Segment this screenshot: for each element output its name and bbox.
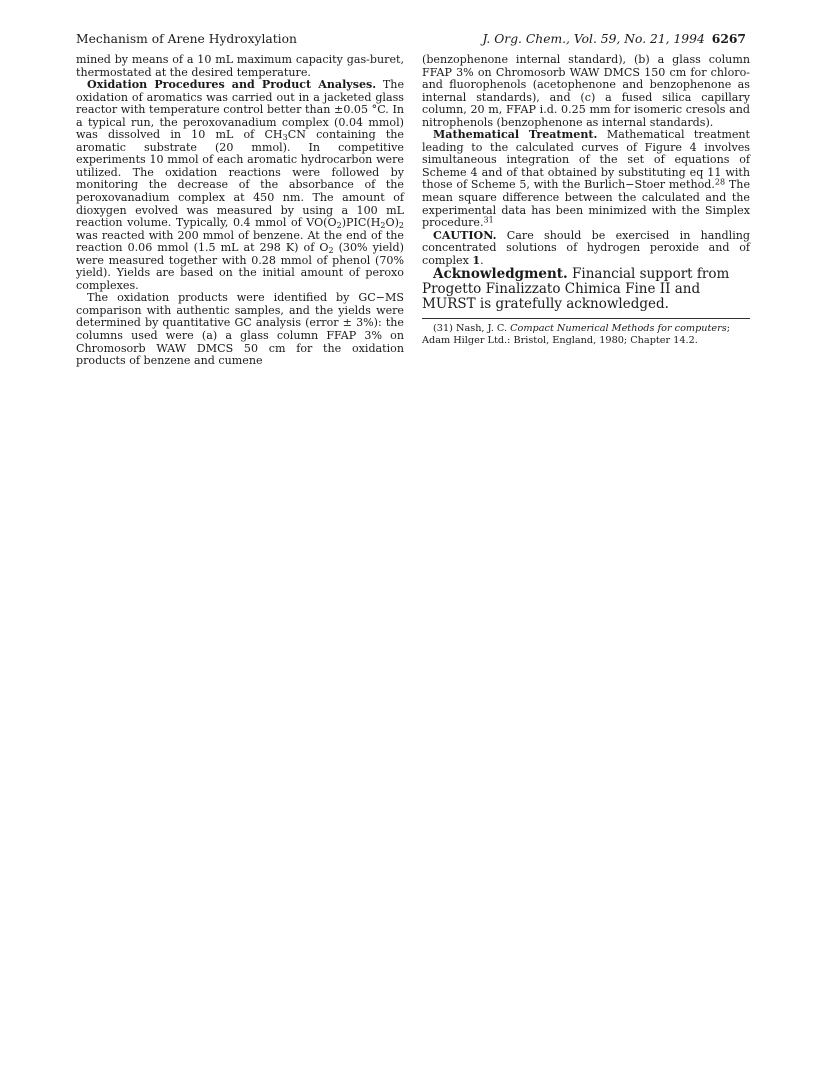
paragraph-continuation: (benzophenone internal standard), (b) a glass column FFAP 3% on Chromosorb WAW DMCS 150 cm for chloro- and fluorophenols (acetophenone and benzophenone as internal standards), and (c) a fused silica capillary column, 20 m, FFAP i.d. 0.25 mm for isomeric cresols and nitrophenols (benzophenone as internal standards). (422, 53, 750, 129)
text-run: O) (385, 216, 399, 230)
right-column (422, 54, 750, 346)
paragraph-caution (422, 230, 750, 268)
journal-citation (482, 30, 746, 48)
footnote-divider (422, 318, 750, 319)
running-title: Mechanism of Arene Hydroxylation (76, 32, 297, 46)
text-run: CN containing the aromatic substrate (20 mmol). In competitive experiments 10 mmol of each aromatic hydrocarbon were utilized. The oxidation reactions were followed by monitoring the decrease of the absorbance of the peroxovanadium complex at 450 nm. The amount of dioxygen evolved was measured by using a 100 mL reaction volume. Typically, 0.4 mmol of VO(O (76, 128, 405, 230)
section-heading-caution: CAUTION. (433, 228, 497, 242)
text-run: (30% yield) were measured together with 0.28 mmol of phenol (70% yield). Yields are based on the initial amount of peroxo complexes. (76, 241, 404, 292)
paragraph-continuation: mined by means of a 10 mL maximum capacity gas-buret, thermostated at the desired temperature. (76, 53, 404, 79)
section-heading-mathematical: Mathematical Treatment. (433, 128, 598, 142)
reference-title: Compact Numerical Methods for computers (510, 323, 727, 335)
journal-reference: J. Org. Chem., Vol. 59, No. 21, 1994 (482, 32, 705, 46)
acknowledgment (422, 267, 750, 312)
reference-superscript: 31 (483, 215, 494, 225)
acknowledgment-text: Financial support from Progetto Finalizzato Chimica Fine II and MURST is gratefully acknowledged. (422, 266, 730, 313)
text-run: . (480, 253, 484, 267)
complex-number: 1 (472, 253, 481, 267)
paragraph-oxidation-procedures (76, 79, 404, 292)
subscript: 2 (336, 221, 342, 231)
paragraph-mathematical-treatment (422, 129, 750, 229)
text-run: Care should be exercised in handling concentrated solutions of hydrogen peroxide and of complex (422, 228, 750, 267)
text-run: was reacted with 200 mmol of benzene. At the end of the reaction 0.06 mmol (1.5 mL at 298 K) of O (76, 228, 404, 255)
text-run: (31) Nash, J. C. (433, 323, 511, 335)
footnote-31 (422, 323, 750, 346)
left-column (76, 54, 404, 368)
subscript: 2 (398, 221, 404, 231)
acknowledgment-heading: Acknowledgment. (433, 266, 568, 283)
section-heading-oxidation: Oxidation Procedures and Product Analyses. (87, 78, 377, 92)
subscript: 2 (380, 221, 386, 231)
subscript: 3 (282, 133, 288, 143)
text-run: The mean square difference between the calculated and the experimental data has been minimized with the Simplex procedure. (422, 178, 751, 230)
page-number: 6267 (711, 31, 746, 46)
reference-superscript: 28 (714, 177, 726, 187)
text-run: The oxidation of aromatics was carried out in a jacketed glass reactor with temperature control better than ±0.05 °C. In a typical run, the peroxovanadium complex (0.04 mmol) was dissolved in 10 mL of CH (76, 78, 405, 142)
running-header (76, 30, 746, 48)
text-run: ; Adam Hilger Ltd.: Bristol, England, 1980; Chapter 14.2. (422, 323, 731, 346)
text-run: Mathematical treatment leading to the calculated curves of Figure 4 involves simultaneous integration of the set of equations of Scheme 4 and of that obtained by substituting eq 11 with those of Scheme 5, with the Burlich−Stoer method. (422, 128, 751, 192)
paragraph-product-identification: The oxidation products were identified by GC−MS comparison with authentic samples, and the yields were determined by quantitative GC analysis (error ± 3%): the columns used were (a) a glass column FFAP 3% on Chromosorb WAW DMCS 50 cm for the oxidation products of benzene and cumene (76, 291, 404, 368)
subscript: 2 (328, 246, 334, 256)
text-run: )PIC(H (341, 216, 381, 230)
